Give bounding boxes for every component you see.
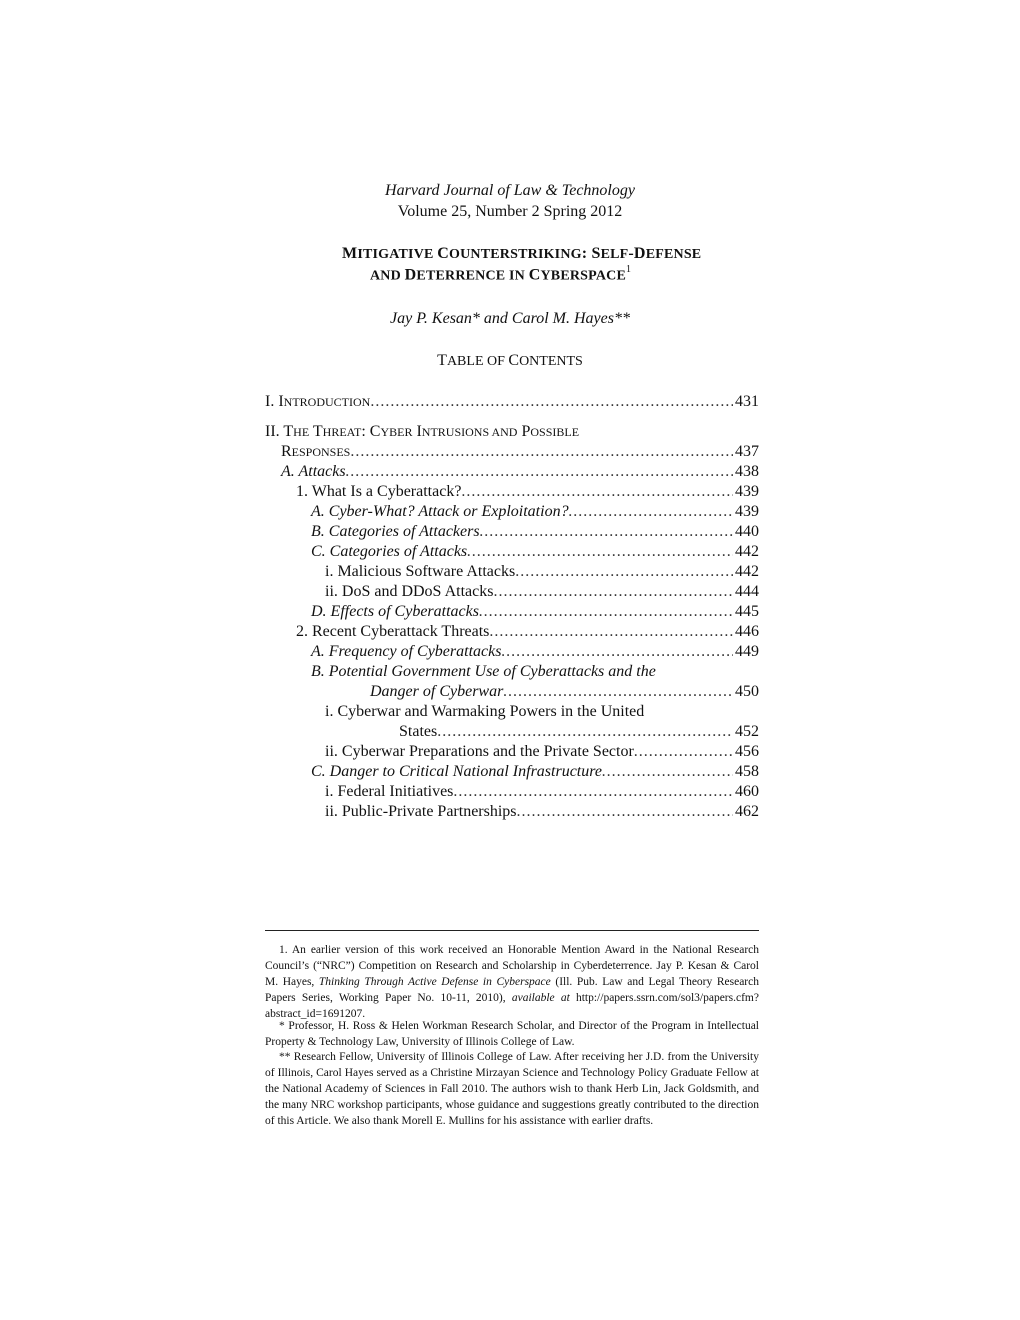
- footnote-author-2: ** Research Fellow, University of Illinois College of Law. After receiving her J.D. from the University of Illinois, Carol Hayes served as a Christine Mirzayan Science and Technology Policy Graduate Fellow at the National Academy of Sciences in Fall 2010. The authors wish to thank Herb Lin, Jack Goldsmith, and the many NRC workshop participants, whose guidance and suggestions greatly contributed to the direction of this Article. We also thank Morell E. Mullins for his assistance with earlier drafts.: [265, 1051, 759, 1127]
- toc-entry: ii. Cyberwar Preparations and the Private Sector ..... 456: [325, 742, 759, 762]
- toc-entry: B. Categories of Attackers ..... 440: [311, 522, 759, 542]
- footnote-author-1: * Professor, H. Ross & Helen Workman Research Scholar, and Director of the Program in Intellectual Property & Technology Law, University of Illinois College of Law.: [265, 1020, 759, 1048]
- authors: Jay P. Kesan* and Carol M. Hayes**: [390, 310, 630, 327]
- toc-entry: ii. Public-Private Partnerships ..... 462: [325, 802, 759, 822]
- toc-entry: ii. DoS and DDoS Attacks ..... 444: [325, 582, 759, 602]
- toc-entry: 1. What Is a Cyberattack? ..... 439: [296, 482, 759, 502]
- toc-entry: A. Cyber-What? Attack or Exploitation? ..... 439: [311, 502, 759, 522]
- toc-entry: i. Cyberwar and Warmaking Powers in the United: [325, 703, 645, 720]
- toc-entry: i. Malicious Software Attacks ..... 442: [325, 562, 759, 582]
- toc-entry: C. Danger to Critical National Infrastructure ..... 458: [311, 762, 759, 782]
- toc-entry: States ..... 452: [399, 722, 759, 742]
- footnote-1: 1. An earlier version of this work received an Honorable Mention Award in the National Research Council’s (“NRC”) Competition on Research and Scholarship in Cyberdeterrence. Jay P. Kesan & Carol M. Hayes, Thinking Through Active Defense in Cyberspace (Ill. Pub. Law and Legal Theory Research Papers Series, Working Paper No. 10-11, 2010), available at http://papers.ssrn.com/sol3/papers.cfm?abstract_id=1691207.: [265, 944, 759, 1020]
- toc-entry-introduction: I. INTRODUCTION ..... 431: [265, 392, 759, 412]
- toc-entry: A. Attacks ..... 438: [281, 462, 759, 482]
- journal-name: Harvard Journal of Law & Technology: [385, 182, 635, 199]
- footnote-divider: [265, 930, 759, 931]
- footnote-marker: 1: [626, 264, 632, 275]
- toc-entry: C. Categories of Attacks ..... 442: [311, 542, 759, 562]
- article-title-line-1: MITIGATIVE COUNTERSTRIKING: SELF-DEFENSE: [342, 245, 702, 262]
- toc-entry: A. Frequency of Cyberattacks ..... 449: [311, 642, 759, 662]
- toc-entry-threat-line-2: RESPONSES ..... 437: [281, 442, 759, 462]
- toc-entry: D. Effects of Cyberattacks ..... 445: [311, 602, 759, 622]
- article-title-line-2: AND DETERRENCE IN CYBERSPACE$^1$: [370, 264, 632, 284]
- toc-entry: B. Potential Government Use of Cyberattacks and the: [311, 663, 656, 680]
- toc-heading: TABLE OF CONTENTS: [437, 352, 583, 369]
- toc-entry: 2. Recent Cyberattack Threats ..... 446: [296, 622, 759, 642]
- toc-entry: Danger of Cyberwar ..... 450: [370, 682, 759, 702]
- volume-info: Volume 25, Number 2 Spring 2012: [397, 203, 623, 220]
- toc-entry: i. Federal Initiatives ..... 460: [325, 782, 759, 802]
- toc-entry-threat-line-1: II. THE THREAT: CYBER INTRUSIONS AND POSSIBLE: [265, 423, 580, 440]
